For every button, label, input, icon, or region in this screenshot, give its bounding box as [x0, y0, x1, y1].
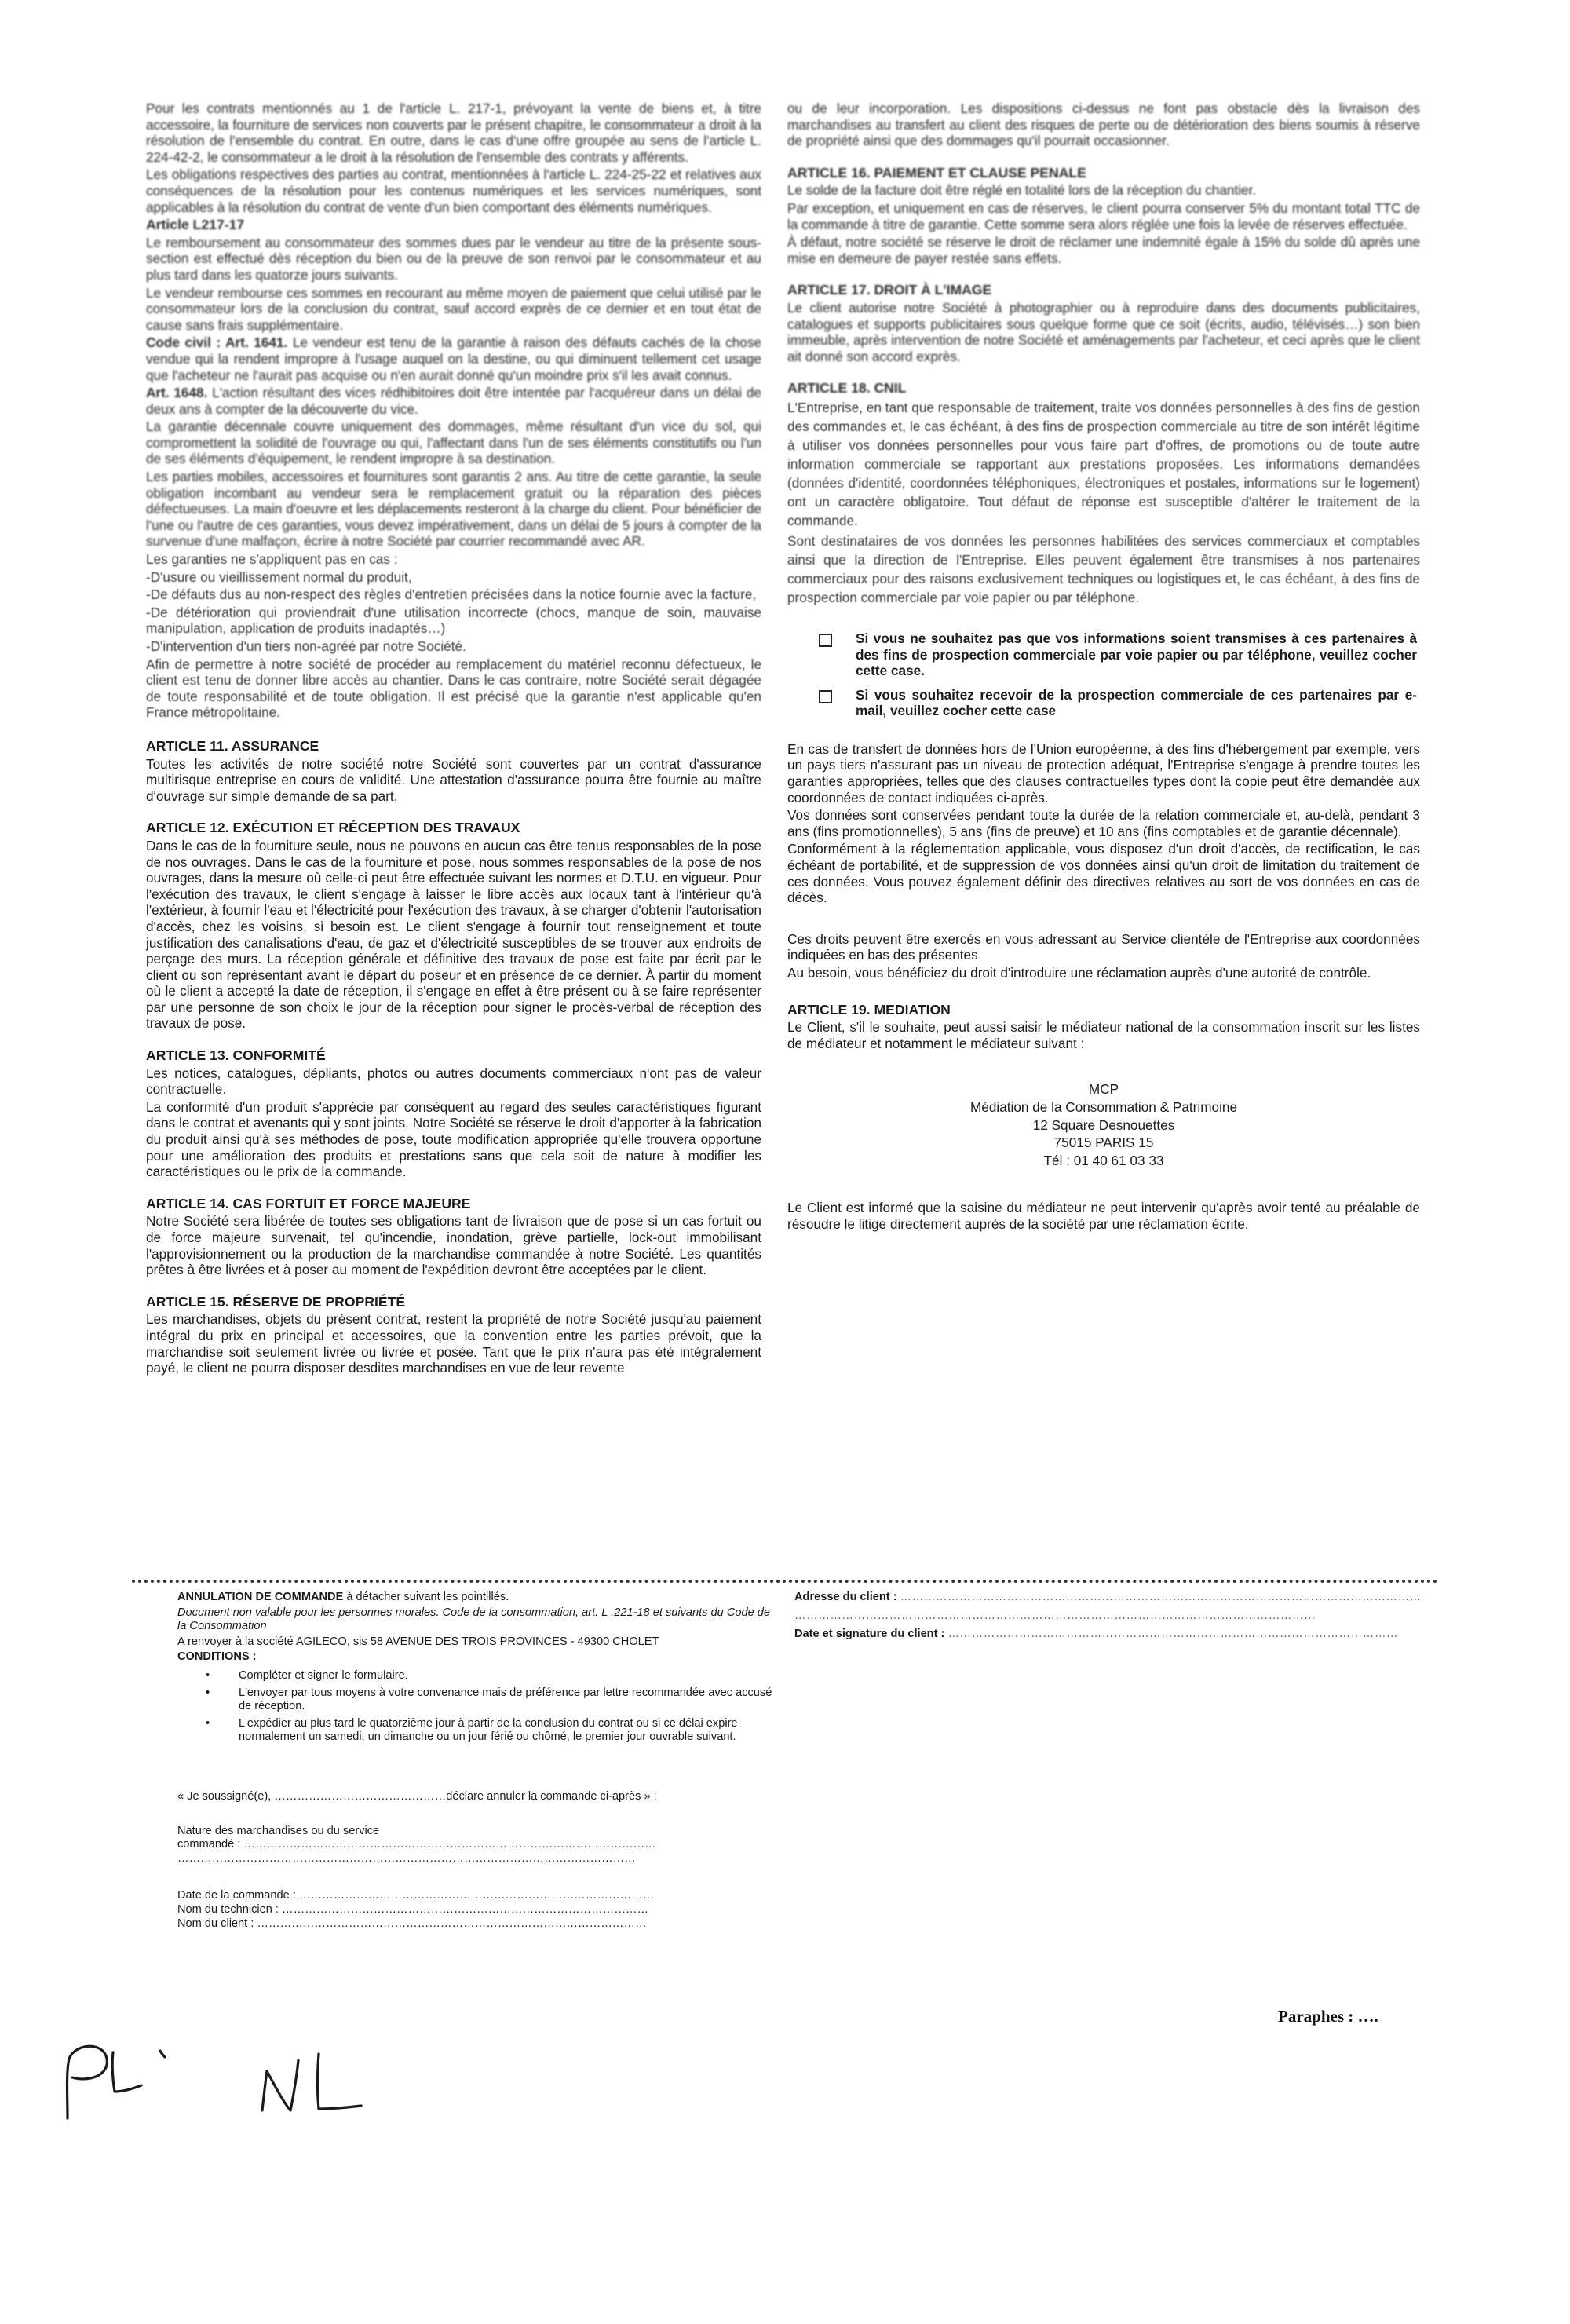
mediator-line: 12 Square Desnouettes	[1032, 1116, 1175, 1133]
declaration-line[interactable]: « Je soussigné(e), ………………………………………déclare annuler la commande ci-après » :	[177, 1789, 657, 1803]
date-signature-label: Date et signature du client :	[794, 1628, 945, 1641]
paragraph: Sont destinataires de vos données les personnes habilitées des services commerciaux et comptables ainsi que la direction de l'Entreprise. Elles peuvent également être transmises à nos partenaires commerciaux pour des raisons exclusivement techniques ou logistiques et, le cas échéant, à des fins de prospection commerciale par voie papier ou par téléphone.	[787, 532, 1420, 605]
technicien-field[interactable]: Nom du technicien : ……………………………………………………………………………………	[177, 1902, 649, 1916]
article-text: L'action résultant des vices rédhibitoires doit être intentée par l'acquéreur dans un délai de deux ans à compter de la découverte du vice.	[146, 385, 761, 417]
paragraph: Les obligations respectives des parties au contrat, mentionnées à l'article L. 224-25-22 et relatives aux conséquences de la résolution pour les contenus numériques et les services numériques, sont applicables à la résolution du contrat de vente d'un bien comportant des éléments numériques.	[146, 166, 761, 215]
paragraph: Au besoin, vous bénéficiez du droit d'introduire une réclamation auprès d'une autorité de contrôle.	[787, 965, 1371, 981]
paragraph	[146, 385, 761, 417]
checkbox-label: Si vous ne souhaitez pas que vos informations soient transmises à ces partenaires à des fins de prospection commerciale par voie papier ou par téléphone, veuillez cocher cette case.	[856, 630, 1417, 679]
paragraph: Toutes les activités de notre société notre Société sont couvertes par un contrat d'assurance multirisque entreprise en cours de validité. Une attestation d'assurance pourra être fournie au maître d'ouvrage sur simple demande de sa part.	[146, 755, 761, 804]
list-item: • Compléter et signer le formulaire.	[206, 1669, 774, 1683]
paragraph: Vos données sont conservées pendant toute la durée de la relation commerciale et, au-delà, pendant 3 ans (fins promotionnelles), 5 ans (fins de preuve) et 10 ans (fins comptables et de garantie décennale).	[787, 807, 1420, 839]
mediator-line: 75015 PARIS 15	[1053, 1135, 1154, 1151]
order-details	[177, 1825, 774, 1866]
article-label: Code civil : Art. 1641.	[146, 334, 288, 351]
paragraph: L'Entreprise, en tant que responsable de traitement, traite vos données personnelles à des fins de gestion des commandes et, le cas échéant, à des fins de prospection commerciale au titre de son intérêt légitime à utiliser vos données personnelles pour vous faire part d'offres, de promotions ou de toute autre information commerciale se rapportant aux prestations proposées. Les informations demandées (données d'identité, coordonnées téléphoniques, électroniques et postales, informations sur le logement) ont un caractère obligatoire. Tout défaut de réponse est susceptible d'altérer le traitement de la commande.	[787, 399, 1420, 528]
client-address-row[interactable]	[794, 1591, 1422, 1605]
checkbox-label: Si vous souhaitez recevoir de la prospection commerciale de ces partenaires par e-mail, veuillez cocher cette case	[856, 686, 1417, 719]
client-address-dots: ……………………………………………………………………………………………………………………	[900, 1591, 1422, 1603]
paragraph: Dans le cas de la fourniture seule, nous ne pouvons en aucun cas être tenus responsables de la pose de nos ouvrages. Dans le cas de la fourniture et pose, nous sommes responsables de la pose de nos ouvrages, dans la mesure où celle-ci peut être effectuée suivant les normes et D.T.U. en vigueur. Pour l'exécution des travaux, le client s'engage à laisser le libre accès aux locaux tant à l'intérieur qu'à l'extérieur, à fournir l'eau et l'électricité pour l'exécution des travaux, à se charger d'obtenir l'autorisation d'accès, chez les voisins, si besoin est. Le client s'engage à fournir tout renseignement et toute justification des canalisations d'eau, de gaz et d'électricité susceptibles de se trouver aux endroits de perçage des murs. La réception générale et définitive des travaux de pose est faite par écrit par le client ou son représentant avant le départ du poseur et en présence de ce dernier. À partir du moment où le client a accepté la date de réception, il s'engage en effet à être présent ou à se faire représenter par une personne de son choix le jour de la réception pour signer le procès-verbal de réception des travaux de pose.	[146, 837, 761, 1032]
paragraph: Les notices, catalogues, dépliants, photos ou autres documents commerciaux n'ont pas de valeur contractuelle.	[146, 1065, 761, 1098]
article-11-heading: ARTICLE 11. ASSURANCE	[146, 737, 319, 754]
article-label: Art. 1648.	[146, 385, 208, 401]
list-item: -D'intervention d'un tiers non-agréé par notre Société.	[146, 638, 466, 654]
paragraph: Le Client, s'il le souhaite, peut aussi saisir le médiateur national de la consommation inscrit sur les listes de médiateur et notamment le médiateur suivant :	[787, 1019, 1420, 1051]
paragraph: Le solde de la facture doit être réglé en totalité lors de la réception du chantier.	[787, 182, 1257, 199]
paragraph	[146, 334, 761, 383]
mediator-address	[787, 1081, 1420, 1168]
dots-field[interactable]: …………………………………………………………………………………………………………	[177, 1851, 636, 1865]
list-item: -De détérioration qui proviendrait d'une utilisation incorrecte (chocs, manque de soin, mauvaise manipulation, application de produits inadaptés…)	[146, 604, 761, 637]
dots-field[interactable]	[794, 1610, 1422, 1624]
list-item: • L'envoyer par tous moyens à votre convenance mais de préférence par lettre recommandée avec accusé de réception.	[206, 1686, 774, 1714]
paragraph: Pour les contrats mentionnés au 1 de l'article L. 217-1, prévoyant la vente de biens et, à titre accessoire, la fourniture de services non couverts par le présent chapitre, le consommateur a droit à la résolution de l'ensemble du contrat. En outre, dans le cas d'une offre groupée au sens de l'article L. 224-42-2, le consommateur a le droit à la résolution de l'ensemble des contrats y afférents.	[146, 100, 761, 165]
mediator-line: Médiation de la Consommation & Patrimoine	[969, 1098, 1238, 1115]
consent-row-email[interactable]	[819, 687, 1420, 719]
article-16-heading: ARTICLE 16. PAIEMENT ET CLAUSE PENALE	[787, 164, 1086, 181]
paragraph: Notre Société sera libérée de toutes ses obligations tant de livraison que de pose si un cas fortuit ou de force majeure survenait, tel qu'incendie, inondation, grève partielle, lock-out immobilisant l'approvisionnement ou la production de la marchandise commandée à notre Société. Les quantités prêtes à être livrées et à poser au moment de l'expédition devront être acceptées par le client.	[146, 1213, 761, 1278]
client-block	[794, 1591, 1422, 1642]
client-name-field[interactable]: Nom du client : …………………………………………………………………………………………	[177, 1917, 647, 1930]
article-18-heading: ARTICLE 18. CNIL	[787, 380, 907, 396]
paragraph: Conformément à la réglementation applicable, vous disposez d'un droit d'accès, de rectification, le cas échéant de portabilité, et de suppression de vos données ainsi qu'un droit de limitation du traitement de ces données. Vous pouvez également définir des directives relatives au sort de vos données en cas de décès.	[787, 841, 1420, 906]
form-address: A renvoyer à la société AGILECO, sis 58 AVENUE DES TROIS PROVINCES - 49300 CHOLET	[177, 1635, 659, 1648]
paragraph: Afin de permettre à notre société de procéder au remplacement du matériel reconnu défectueux, le client est tenu de donner libre accès au chantier. Dans le cas contraire, notre Société serait dégagée de toute responsabilité et de toute obligation. Il est précisé que la garantie n'est applicable qu'en France métropolitaine.	[146, 656, 761, 721]
text-block	[787, 398, 1420, 607]
paragraph: ou de leur incorporation. Les dispositions ci-dessus ne font pas obstacle dès la livraison des marchandises au transfert au client des risques de perte ou de détérioration des biens soumis à réserve de propriété ainsi que des dommages qu'il pourrait occasionner.	[787, 100, 1420, 149]
paragraph: Par exception, et uniquement en cas de réserves, le client pourra conserver 5% du montant total TTC de la commande à titre de garantie. Cette somme sera alors réglée une fois la levée de réserves effectuée.	[787, 199, 1420, 232]
article-17-heading: ARTICLE 17. DROIT À L'IMAGE	[787, 282, 992, 298]
date-signature-dots: ……………………………………………………………………………………………………	[947, 1628, 1398, 1641]
text-block	[146, 551, 761, 721]
paragraph: La conformité d'un produit s'apprécie par conséquent au regard des seules caractéristiques figurant dans le contrat et avenants qui y sont joints. Notre Société se réserve le droit d'apporter à la fabrication du produit ainsi qu'à ses méthodes de pose, toute modification appropriée qu'elle trouvera opportune pour une amélioration des produits et prestations sans que cela soit de nature à modifier les caractéristiques ou le prix de la commande.	[146, 1098, 761, 1180]
paragraph: Les garanties ne s'appliquent pas en cas :	[146, 551, 398, 568]
article-15-heading: ARTICLE 15. RÉSERVE DE PROPRIÉTÉ	[146, 1293, 406, 1310]
article-text: Le vendeur est tenu de la garantie à raison des défauts cachés de la chose vendue qui la rendent impropre à l'usage auquel on la destine, ou qui diminuent tellement cet usage que l'acheteur ne l'aurait pas acquise ou n'en aurait donné qu'un moindre prix s'il les avait connus.	[146, 334, 761, 383]
conditions-label: CONDITIONS :	[177, 1650, 257, 1664]
paragraph: Le Client est informé que la saisine du médiateur ne peut intervenir qu'après avoir tenté au préalable de résoudre le litige directement auprès de la société par une réclamation écrite.	[787, 1200, 1420, 1232]
mediator-line: Tél : 01 40 61 03 33	[1043, 1152, 1164, 1168]
form-title-line	[177, 1591, 774, 1605]
paragraph: La garantie décennale couvre uniquement des dommages, même résultant d'un vice du sol, qui compromettent la solidité de l'ouvrage ou qui, l'affectant dans l'un de ses éléments constitutifs ou l'un de ses éléments d'équipement, le rendent impropre à sa destination.	[146, 418, 761, 467]
paragraph: À défaut, notre société se réserve le droit de réclamer une indemnité égale à 15% du solde dû après une mise en demeure de payer restée sans effets.	[787, 234, 1420, 266]
list-item: -De défauts dus au non-respect des règles d'entretien précisées dans la notice fournie avec la facture,	[146, 586, 757, 603]
dotted-cut-line	[132, 1580, 1438, 1583]
article-12-heading: ARTICLE 12. EXÉCUTION ET RÉCEPTION DES TRAVAUX	[146, 820, 520, 836]
left-column	[146, 100, 761, 1378]
article-14-heading: ARTICLE 14. CAS FORTUIT ET FORCE MAJEURE	[146, 1195, 471, 1211]
form-title: ANNULATION DE COMMANDE	[177, 1591, 344, 1603]
article-13-heading: ARTICLE 13. CONFORMITÉ	[146, 1047, 326, 1064]
checkbox-no-postal-prospection[interactable]	[819, 634, 832, 647]
paragraph: Le vendeur rembourse ces sommes en recourant au même moyen de paiement que celui utilisé par le consommateur lors de la conclusion du contrat, sauf accord exprès de ce dernier et en tout état de cause sans frais supplémentaire.	[146, 284, 761, 333]
article-heading: Article L217-17	[146, 217, 245, 233]
consent-row-postal[interactable]	[819, 630, 1420, 679]
paragraph: En cas de transfert de données hors de l'Union européenne, à des fins d'hébergement par exemple, vers un pays tiers n'assurant pas un niveau de protection adéquat, l'Entreprise s'engage à prendre toutes les garanties appropriées, telles que des clauses contractuelles types dont la copie peut être demandée aux coordonnées de contact indiquées ci-après.	[787, 740, 1420, 806]
paraphes-label: Paraphes : ….	[1278, 2007, 1378, 2026]
checkbox-email-prospection[interactable]	[819, 690, 832, 703]
handwritten-signature	[31, 2010, 440, 2136]
date-signature-row[interactable]	[794, 1628, 1422, 1642]
form-note: Document non valable pour les personnes morales. Code de la consommation, art. L .221-18 et suivants du Code de la Consommation	[177, 1606, 770, 1633]
commande-field[interactable]: commandé : ………………………………………………………………………………………………	[177, 1838, 656, 1851]
paragraph: Le client autorise notre Société à photographier ou à reproduire dans des documents publicitaires, catalogues et supports publicitaires sous quelque forme que ce soit (écrits, audio, télévisés…) son bien immeuble, après intervention de notre Société et aménagements par l'acheteur, et ceci après que le client ait donné son accord exprès.	[787, 299, 1420, 364]
cancellation-form	[177, 1591, 774, 1931]
client-address-label: Adresse du client :	[794, 1591, 897, 1603]
date-commande-field[interactable]: Date de la commande : …………………………………………………………………………………	[177, 1889, 655, 1902]
paragraph: Les parties mobiles, accessoires et fournitures sont garantis 2 ans. Au titre de cette garantie, la seule obligation incombant au vendeur sera le remplacement gratuit ou la réparation des pièces défectueuses. La main d'oeuvre et les déplacements resteront à la charge du client. Pour bénéficier de l'une ou l'autre de ces garanties, vous devez impérativement, dans un délai de 5 jours à compter de la survenue d'une malfaçon, écrire à notre Société par courrier recommandé avec AR.	[146, 469, 761, 550]
order-identity	[177, 1889, 774, 1931]
article-19-heading: ARTICLE 19. MEDIATION	[787, 1001, 951, 1018]
list-item: -D'usure ou vieillissement normal du produit,	[146, 568, 412, 585]
paragraph: Le remboursement au consommateur des sommes dues par le vendeur au titre de la présente sous-section est effectué dès réception du bien ou de la preuve de son renvoi par le consommateur et au plus tard dans les quatorze jours suivants.	[146, 234, 761, 283]
client-address-dots-2: ……………………………………………………………………………………………………………………	[794, 1609, 1316, 1622]
list-item: • L'expédier au plus tard le quatorzième jour à partir de la conclusion du contrat ou si ce délai expire normalement un samedi, un dimanche ou un jour férié ou chômé, le premier jour ouvrable suivant.	[206, 1717, 774, 1745]
paragraph: Les marchandises, objets du présent contrat, restent la propriété de notre Société jusqu'au paiement intégral du prix en principal et accessoires, que la convention entre les parties prévoit, que la marchandise soit seulement livrée ou livrée et posée. Tant que le prix n'aura pas été intégralement payé, le client ne pourra disposer desdites marchandises en vue de leur revente	[146, 1311, 761, 1376]
paragraph: Ces droits peuvent être exercés en vous adressant au Service clientèle de l'Entreprise aux coordonnées indiquées en bas des présentes	[787, 930, 1420, 963]
form-title-suffix: à détacher suivant les pointillés.	[343, 1591, 509, 1603]
nature-label: Nature des marchandises ou du service	[177, 1824, 380, 1837]
heavy-text-block	[787, 100, 1420, 396]
conditions-list	[206, 1669, 774, 1745]
heavy-text-block	[146, 100, 761, 550]
mediator-line: MCP	[1088, 1081, 1119, 1098]
right-column	[787, 100, 1420, 1234]
